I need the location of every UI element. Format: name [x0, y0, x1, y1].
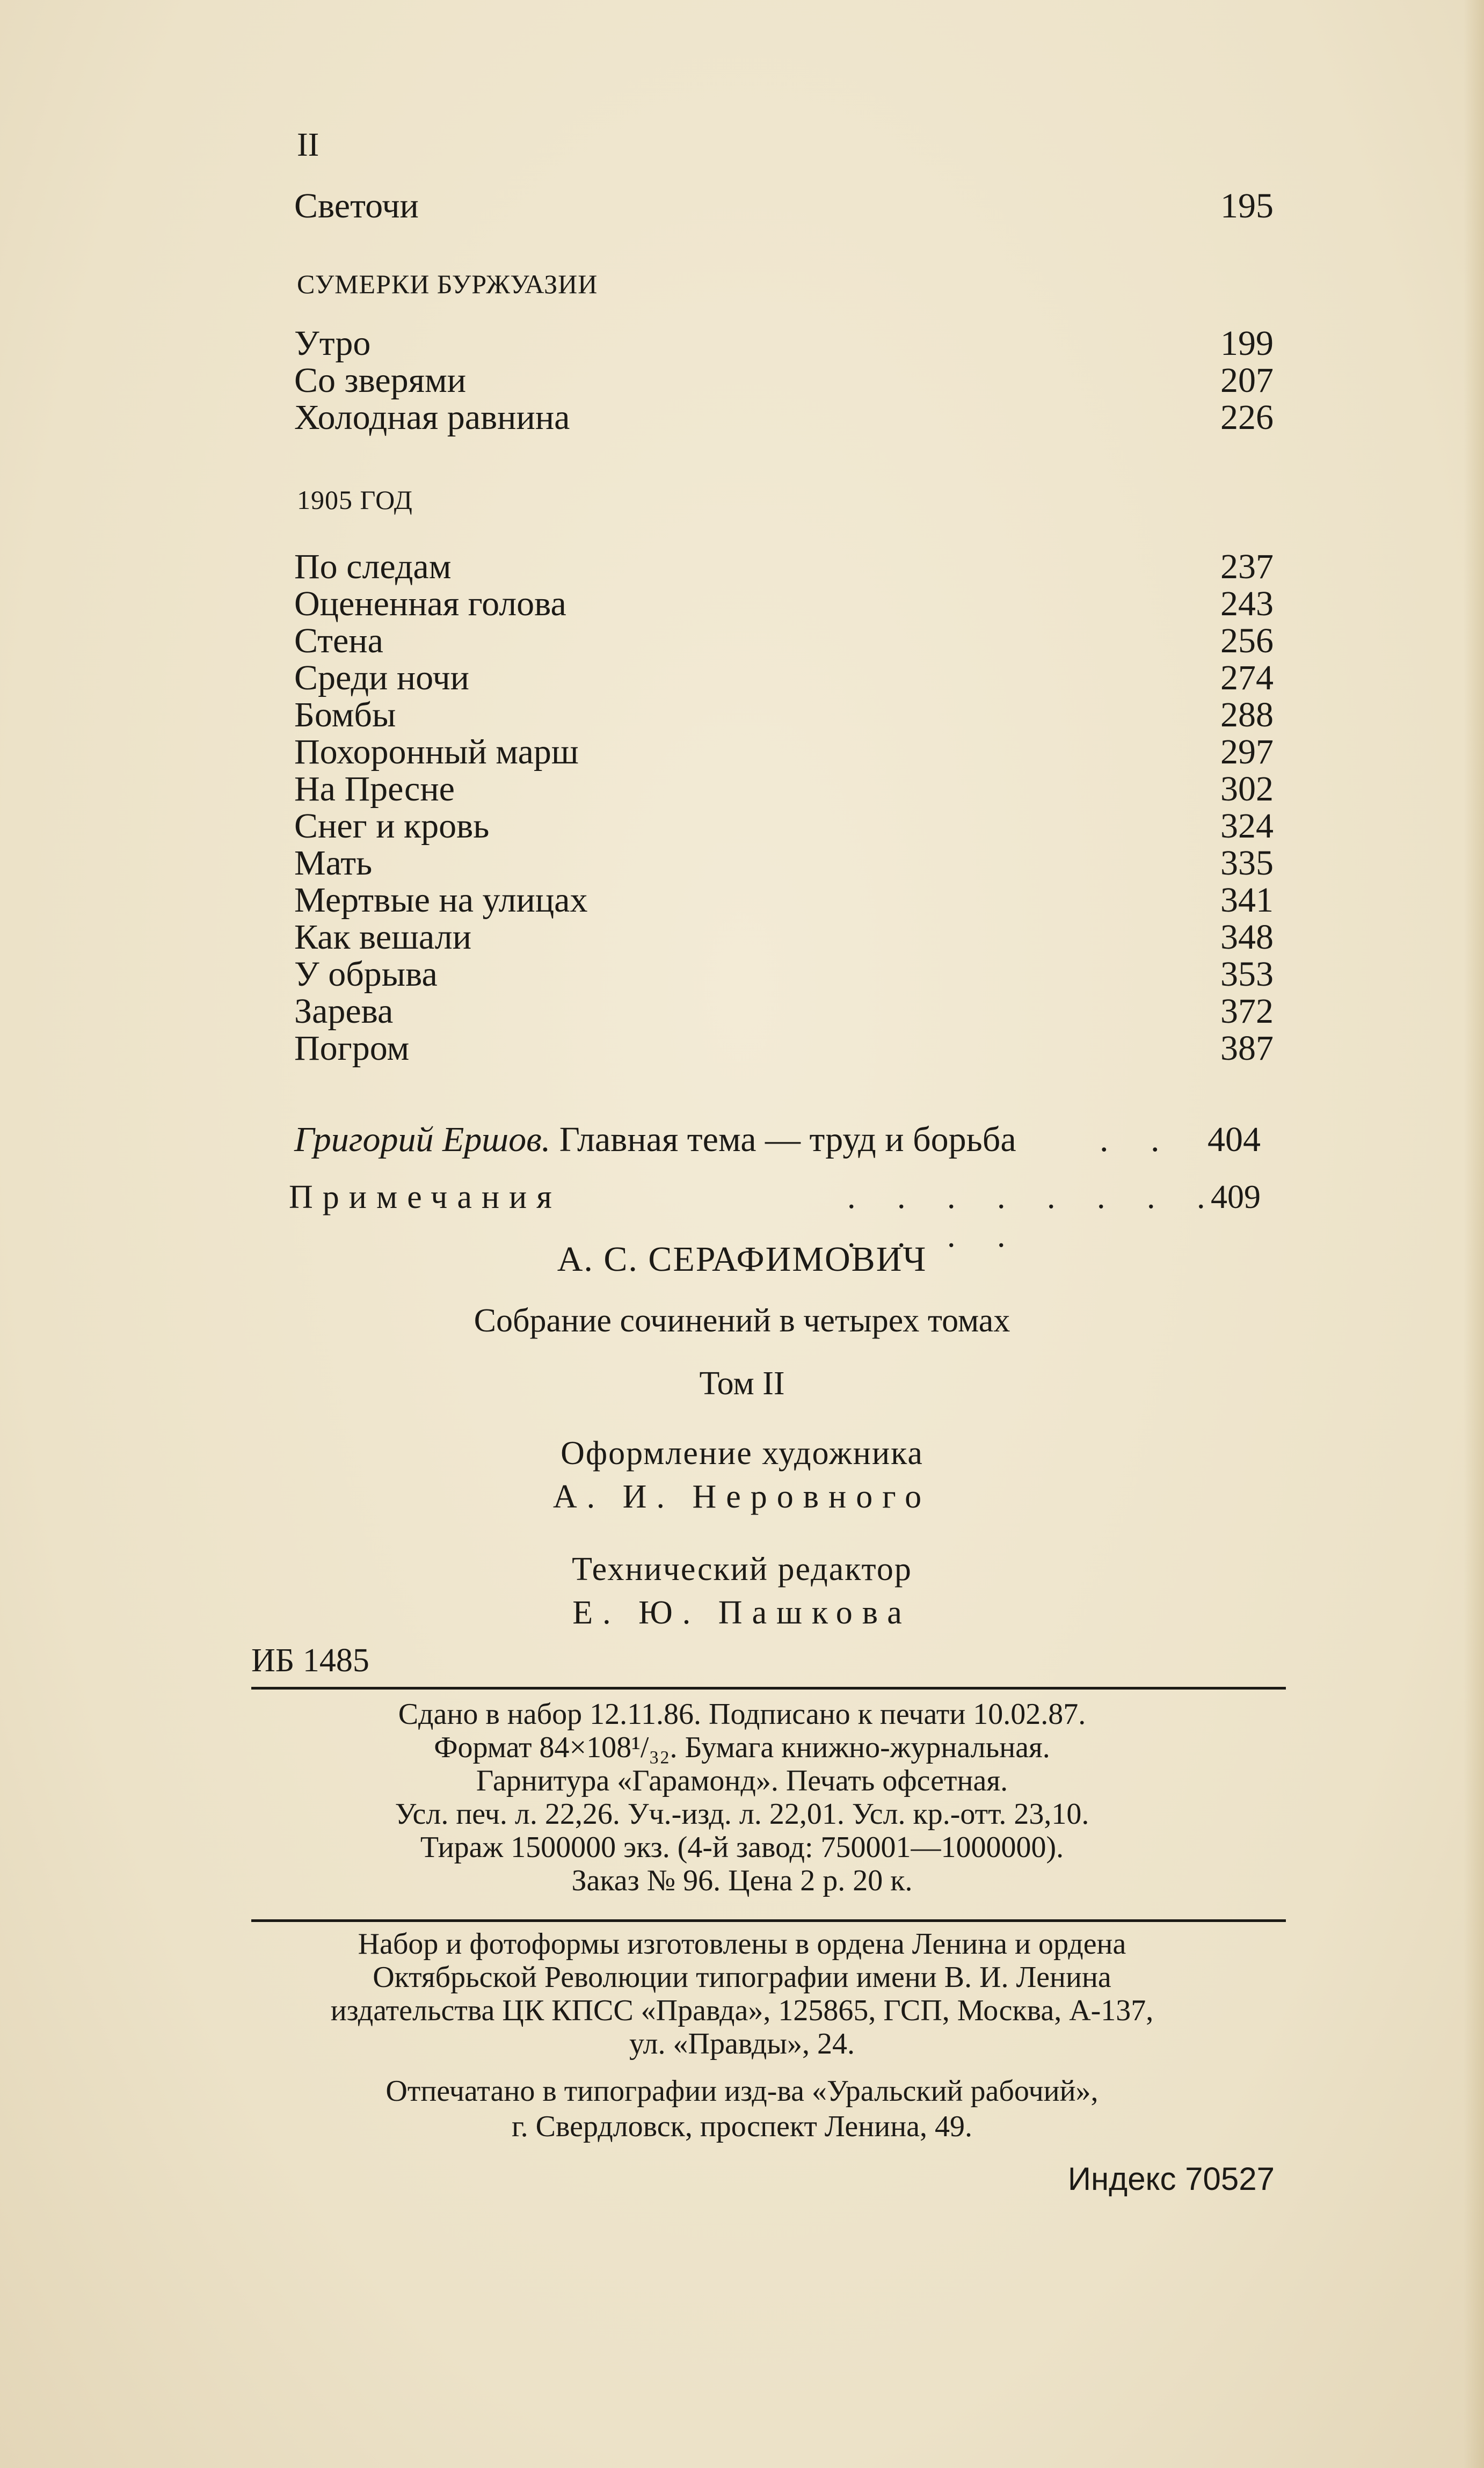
colophon-author: А. С. СЕРАФИМОВИЧ [557, 1240, 927, 1279]
divider-bottom [251, 1919, 1286, 1922]
toc-entry [294, 659, 1274, 697]
design-label: Оформление художника [561, 1435, 923, 1472]
toc-entry-title: Со зверями [294, 361, 467, 400]
divider-top [251, 1687, 1286, 1690]
toc-entry [294, 918, 1274, 957]
toc-entry-page: 302 [1220, 769, 1274, 809]
toc-entry-title: На Пресне [294, 769, 455, 809]
toc-entry-page: 199 [1220, 324, 1274, 363]
toc-entry-page: 372 [1220, 992, 1274, 1031]
notes-dots: . . . . . . . . . . . . [847, 1179, 1222, 1254]
toc-entry [294, 622, 1274, 660]
imprint-line: Усл. печ. л. 22,26. Уч.-изд. л. 22,01. Усл. кр.-отт. 23,10. [395, 1797, 1089, 1831]
tech-editor-label: Технический редактор [572, 1551, 912, 1588]
imprint-line: Заказ № 96. Цена 2 р. 20 к. [571, 1864, 913, 1897]
toc-entry-page: 256 [1220, 621, 1274, 660]
toc-entry [294, 548, 1274, 586]
toc-entry-page: 288 [1220, 695, 1274, 734]
toc-entry-page: 353 [1220, 955, 1274, 994]
toc-entry-title: Среди ночи [294, 658, 469, 697]
toc-entry-title: Погром [294, 1029, 410, 1068]
toc-entry-page: 237 [1220, 547, 1274, 586]
part-number: II [297, 127, 319, 163]
toc-entry-title: Бомбы [294, 695, 396, 734]
colophon-volume: Том II [699, 1365, 785, 1402]
toc-entry [294, 770, 1274, 809]
section-heading: 1905 ГОД [297, 485, 413, 515]
imprint-line: Тираж 1500000 экз. (4-й завод: 750001—1000000). [420, 1831, 1064, 1864]
printed-at-details [0, 2073, 1484, 2144]
toc-entry-title: Стена [294, 621, 383, 660]
imprint-line: Набор и фотоформы изготовлены в ордена Ленина и ордена [358, 1927, 1126, 1961]
toc-entry [294, 1029, 1274, 1068]
imprint-details [0, 1698, 1484, 1897]
toc-entry-page: 226 [1220, 398, 1274, 437]
toc-entry [294, 955, 1274, 994]
toc-entry [294, 398, 1274, 437]
afterword-title: Главная тема — труд и борьба [559, 1120, 1016, 1159]
toc-entry-page: 324 [1220, 806, 1274, 846]
toc-entry [294, 187, 1274, 225]
colophon-collection: Собрание сочинений в четырех томах [474, 1302, 1010, 1339]
toc-entry-title: Светочи [294, 186, 419, 225]
toc-entry-page: 243 [1220, 584, 1274, 623]
imprint-line: Отпечатано в типографии изд-ва «Уральский рабочий», [385, 2074, 1099, 2108]
toc-entry-title: По следам [294, 547, 452, 586]
toc-entry-title: Как вешали [294, 918, 472, 957]
toc-entry [294, 881, 1274, 920]
tech-editor-name: Е. Ю. Пашкова [572, 1595, 912, 1631]
toc-entry [294, 807, 1274, 846]
imprint-line: Сдано в набор 12.11.86. Подписано к печати 10.02.87. [398, 1698, 1086, 1731]
afterword-dots: . . [1100, 1120, 1176, 1159]
toc-entry [294, 992, 1274, 1031]
toc-entry-title: Оцененная голова [294, 584, 566, 623]
toc-entry [294, 361, 1274, 400]
catalog-index: Индекс 70527 [1067, 2161, 1275, 2197]
afterword-page: 404 [1207, 1120, 1261, 1159]
printer-details [0, 1927, 1484, 2061]
toc-entry-title: Мертвые на улицах [294, 880, 588, 920]
toc-entry-title: У обрыва [294, 955, 438, 994]
toc-entry-page: 297 [1220, 732, 1274, 771]
toc-entry [294, 324, 1274, 363]
designer-name: А. И. Неровного [552, 1479, 932, 1515]
imprint-line: Октябрьской Революции типографии имени В. И. Ленина [373, 1961, 1111, 1994]
imprint-line: Гарнитура «Гарамонд». Печать офсетная. [476, 1764, 1008, 1797]
toc-entry-page: 348 [1220, 918, 1274, 957]
toc-entry-title: Утро [294, 324, 371, 363]
ib-number: ИБ 1485 [251, 1642, 369, 1679]
toc-entry-title: Зарева [294, 992, 394, 1031]
toc-entry-page: 274 [1220, 658, 1274, 697]
toc-entry-title: Холодная равнина [294, 398, 570, 437]
imprint-line: Формат 84×108¹/₃₂. Бумага книжно-журнальная. [434, 1731, 1050, 1764]
notes-title: Примечания [289, 1179, 562, 1215]
toc-entry-page: 335 [1220, 843, 1274, 883]
toc-entry-title: Снег и кровь [294, 806, 490, 846]
toc-entry [294, 585, 1274, 623]
toc-entry [294, 733, 1274, 771]
afterword-author: Григорий Ершов. [294, 1120, 551, 1159]
notes-page: 409 [1211, 1179, 1261, 1215]
toc-entry [294, 844, 1274, 883]
toc-entry-page: 341 [1220, 880, 1274, 920]
toc-entry-title: Похоронный марш [294, 732, 579, 771]
imprint-line: ул. «Правды», 24. [629, 2027, 855, 2061]
afterword-entry [294, 1120, 1261, 1159]
imprint-line: издательства ЦК КПСС «Правда», 125865, ГСП, Москва, А-137, [330, 1994, 1154, 2027]
toc-entry [294, 696, 1274, 734]
toc-entry-title: Мать [294, 843, 373, 883]
notes-entry [289, 1178, 1261, 1254]
toc-entry-page: 387 [1220, 1029, 1274, 1068]
toc-entry-page: 207 [1220, 361, 1274, 400]
imprint-line: г. Свердловск, проспект Ленина, 49. [511, 2110, 973, 2143]
section-heading: СУМЕРКИ БУРЖУАЗИИ [297, 269, 598, 299]
toc-entry-page: 195 [1220, 186, 1274, 225]
